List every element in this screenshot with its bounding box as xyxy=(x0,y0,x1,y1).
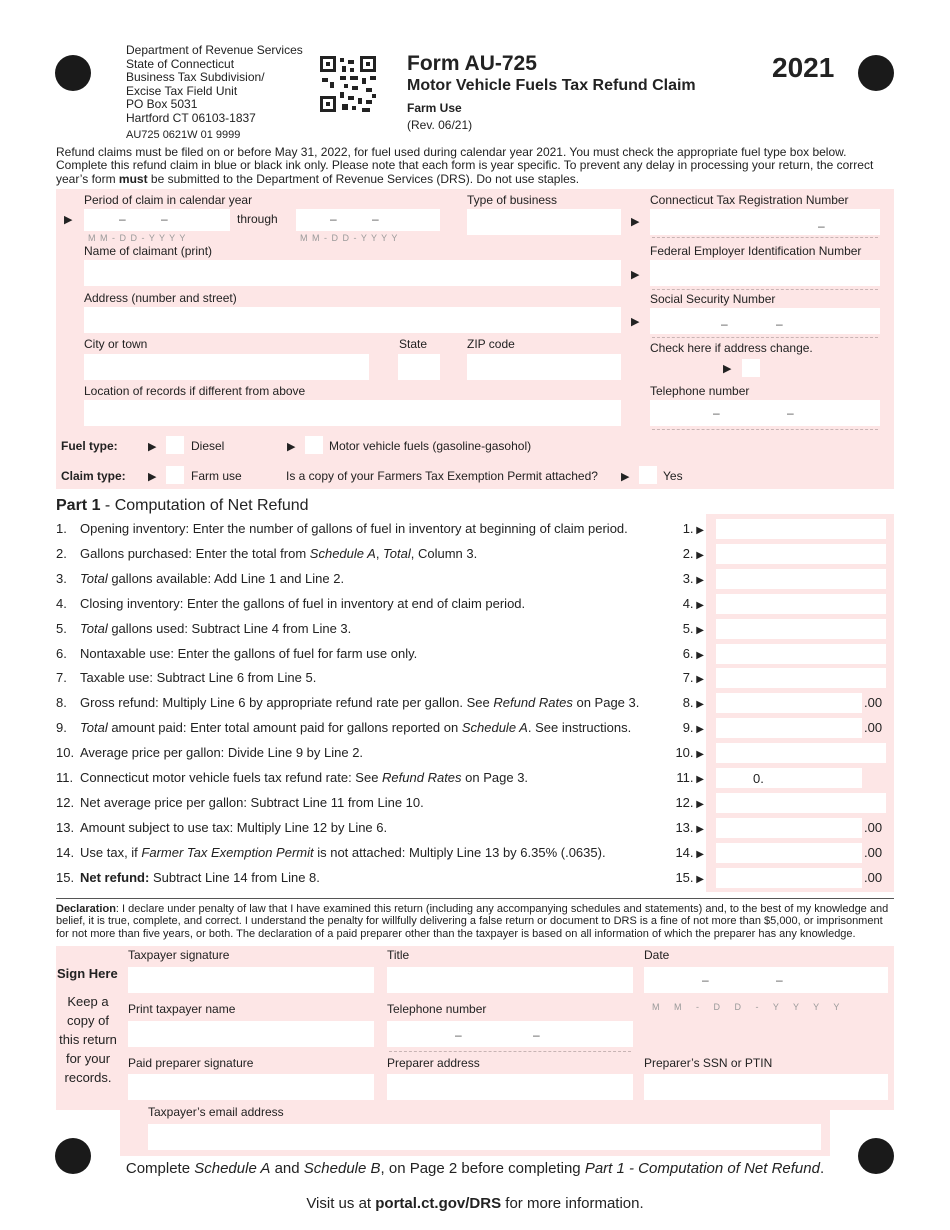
date-separator: – xyxy=(119,212,126,226)
part1-line-10 xyxy=(56,741,896,766)
part1-line-3 xyxy=(56,567,896,592)
line-description: Use tax, if Farmer Tax Exemption Permit is not attached: Multiply Line 13 by 6.35% (.0635). xyxy=(80,844,606,860)
part1-title xyxy=(56,497,309,515)
line-number: 13. xyxy=(56,819,75,835)
digit-guides xyxy=(652,237,878,238)
gasoline-label: Motor vehicle fuels (gasoline-gasohol) xyxy=(329,439,532,453)
part1-line-13 xyxy=(56,816,896,841)
line-reference xyxy=(668,820,704,835)
signer-telephone-field[interactable] xyxy=(387,1021,633,1047)
address-change-label: Check here if address change. xyxy=(650,341,813,355)
email-field[interactable] xyxy=(148,1124,821,1150)
footer-part1-ref: Part 1 - Computation of Net Refund xyxy=(584,1160,820,1177)
line-ref-number: 10. xyxy=(675,745,694,761)
tax-year: 2021 xyxy=(772,52,835,83)
cents-suffix: .00 xyxy=(864,695,883,711)
form-subtitle: Motor Vehicle Fuels Tax Refund Claim xyxy=(407,77,696,94)
arrow-icon: ▶ xyxy=(723,363,732,375)
zip-field[interactable] xyxy=(467,354,621,380)
line-description: Average price per gallon: Divide Line 9 by Line 2. xyxy=(80,745,364,761)
footer-text: for more information. xyxy=(501,1195,644,1212)
digit-guides xyxy=(652,337,878,338)
signer-telephone-label: Telephone number xyxy=(387,1002,487,1016)
line-9-amount-field[interactable] xyxy=(716,718,862,738)
registration-dot-top-left xyxy=(55,55,91,91)
declaration xyxy=(56,903,896,940)
line-number: 2. xyxy=(56,545,67,561)
agency-line: State of Connecticut xyxy=(126,56,235,71)
line-description: Taxable use: Subtract Line 6 from Line 5. xyxy=(80,670,317,686)
farm-use-label: Farm use xyxy=(191,469,242,483)
ct-tax-reg-label: Connecticut Tax Registration Number xyxy=(650,193,849,207)
footer-text: and xyxy=(270,1160,304,1177)
part1-line-15 xyxy=(56,866,896,891)
arrow-icon: ▶ xyxy=(693,525,704,536)
line-reference xyxy=(668,546,704,561)
arrow-icon: ▶ xyxy=(693,749,704,761)
arrow-icon: ▶ xyxy=(693,873,704,885)
date-placeholder: M M - D D - Y Y Y Y xyxy=(88,233,187,243)
line-ref-number: 4. xyxy=(682,595,694,611)
date-field[interactable] xyxy=(644,967,888,993)
date-label: Date xyxy=(644,948,670,962)
records-location-field[interactable] xyxy=(84,400,621,426)
date-separator: – xyxy=(161,212,168,226)
line-4-amount-field[interactable] xyxy=(716,594,886,614)
line-ref-number: 11. xyxy=(676,770,694,785)
state-field[interactable] xyxy=(398,354,440,380)
keep-copy-note: Keep a copy of this return for your records. xyxy=(59,994,117,1085)
line-reference xyxy=(668,596,704,611)
line-ref-number: 6. xyxy=(682,645,694,661)
arrow-icon: ▶ xyxy=(693,823,704,835)
cents-suffix: .00 xyxy=(864,819,883,835)
diesel-label: Diesel xyxy=(191,439,225,453)
address-change-checkbox[interactable] xyxy=(742,359,760,377)
date-placeholder: M M - D D - Y Y Y Y xyxy=(300,233,399,243)
line-description: Connecticut motor vehicle fuels tax refund rate: See Refund Rates on Page 3. xyxy=(80,770,529,785)
telephone-label: Telephone number xyxy=(650,384,750,398)
line-reference xyxy=(668,621,704,636)
fein-field[interactable] xyxy=(650,260,880,286)
intro-text: Refund claims must be filed on or before May 31, 2022, for fuel used during calendar year 2021. You must check the appropriate fuel type box below. Complete this refund claim in blue or black ink only. Please note that each form is year specific. To prevent any delay in processing your return, the correct year’s form xyxy=(56,145,874,186)
number-separator: – xyxy=(818,219,825,233)
line-15-amount-field[interactable] xyxy=(716,868,862,888)
arrow-icon: ▶ xyxy=(693,599,704,611)
line-ref-number: 7. xyxy=(682,670,694,686)
part1-line-14 xyxy=(56,841,896,866)
business-type-field[interactable] xyxy=(467,209,621,235)
arrow-icon: ▶ xyxy=(287,441,296,453)
preparer-signature-label: Paid preparer signature xyxy=(128,1056,254,1070)
part1-line-1 xyxy=(56,517,896,542)
form-farm-use: Farm Use xyxy=(407,101,462,115)
refund-rate-prefix: 0. xyxy=(753,771,764,786)
cents-suffix: .00 xyxy=(864,869,883,885)
line-number: 7. xyxy=(56,670,67,686)
line-description: Total gallons available: Add Line 1 and Line 2. xyxy=(80,570,345,586)
agency-line: Excise Tax Field Unit xyxy=(126,83,238,98)
line-reference xyxy=(668,870,704,885)
line-6-amount-field[interactable] xyxy=(716,644,886,664)
line-description: Nontaxable use: Enter the gallons of fuel for farm use only. xyxy=(80,645,418,661)
line-reference xyxy=(668,795,704,810)
line-description: Net refund: Subtract Line 14 from Line 8. xyxy=(80,869,320,885)
arrow-icon: ▶ xyxy=(631,269,640,281)
line-number: 8. xyxy=(56,695,67,711)
cents-suffix: .00 xyxy=(864,844,883,860)
arrow-icon: ▶ xyxy=(693,724,704,736)
arrow-icon: ▶ xyxy=(693,774,704,785)
ct-tax-reg-field[interactable] xyxy=(650,209,880,235)
declaration-text: : I declare under penalty of law that I have examined this return (including any accompanying schedules and statements) and, to the best of my knowledge and belief, it is true, complete, and correct. I understand the penalty for willfully delivering a false return or document to DRS is a fine of not more than $5,000, or imprisonment for not more than five years, or both. The declaration of a paid preparer other than the taxpayer is based on all information of which the preparer has any knowledge. xyxy=(56,903,889,940)
line-description: Gallons purchased: Enter the total from Schedule A, Total, Column 3. xyxy=(80,545,478,561)
preparer-address-label: Preparer address xyxy=(387,1056,480,1070)
line-ref-number: 12. xyxy=(675,794,694,810)
form-revision: (Rev. 06/21) xyxy=(407,118,473,132)
address-field[interactable] xyxy=(84,307,621,333)
number-separator: – xyxy=(713,406,720,420)
line-8-amount-field[interactable] xyxy=(716,693,862,713)
declaration-bold: Declaration xyxy=(56,903,116,915)
part1-line-7 xyxy=(56,666,896,691)
business-type-label: Type of business xyxy=(467,193,558,207)
line-13-amount-field[interactable] xyxy=(716,818,862,838)
footer-schedule-a: Schedule A xyxy=(194,1160,271,1177)
arrow-icon: ▶ xyxy=(693,624,704,636)
permit-yes-label: Yes xyxy=(663,469,683,483)
line-2-amount-field[interactable] xyxy=(716,544,886,564)
arrow-icon: ▶ xyxy=(631,216,640,228)
digit-guides xyxy=(652,289,878,290)
line-reference xyxy=(668,845,704,860)
claimant-name-label: Name of claimant (print) xyxy=(84,244,213,258)
registration-dot-top-right xyxy=(858,55,894,91)
footer-schedule-b: Schedule B xyxy=(303,1160,381,1177)
arrow-icon: ▶ xyxy=(693,649,704,661)
preparer-address-field[interactable] xyxy=(387,1074,633,1100)
permit-yes-checkbox[interactable] xyxy=(639,466,657,484)
date-separator: – xyxy=(776,973,783,987)
number-separator: – xyxy=(776,317,783,331)
line-description: Amount subject to use tax: Multiply Line 12 by Line 6. xyxy=(80,819,388,835)
date-placeholder: M M - D D - Y Y Y Y xyxy=(652,1002,846,1012)
line-reference xyxy=(668,770,704,785)
gasoline-checkbox[interactable] xyxy=(305,436,323,454)
part1-line-12 xyxy=(56,791,896,816)
line-reference xyxy=(668,646,704,661)
email-label: Taxpayer’s email address xyxy=(148,1105,284,1119)
line-description: Gross refund: Multiply Line 6 by appropriate refund rate per gallon. See Refund Rates on Page 3. xyxy=(80,695,640,711)
number-separator: – xyxy=(455,1028,462,1042)
part1-line-4 xyxy=(56,592,896,617)
agency-address xyxy=(126,44,303,142)
line-ref-number: 1. xyxy=(682,521,694,536)
address-label: Address (number and street) xyxy=(84,291,237,305)
footer-text: . xyxy=(819,1160,825,1177)
part1-line-8 xyxy=(56,691,896,716)
part1-line-2 xyxy=(56,542,896,567)
intro-paragraph xyxy=(56,146,896,186)
qr-code-icon xyxy=(320,56,376,112)
state-label: State xyxy=(399,337,428,351)
line-14-amount-field[interactable] xyxy=(716,843,862,863)
line-number: 4. xyxy=(56,595,67,611)
preparer-signature-field[interactable] xyxy=(128,1074,374,1100)
part1-title-bold: Part 1 xyxy=(56,497,101,514)
line-number: 6. xyxy=(56,645,67,661)
line-number: 10. xyxy=(56,745,75,761)
line-10-amount-field[interactable] xyxy=(716,743,886,763)
arrow-icon: ▶ xyxy=(64,214,73,226)
line-number: 1. xyxy=(56,521,67,536)
line-1-amount-field[interactable] xyxy=(716,519,886,539)
agency-line: Department of Revenue Services xyxy=(126,43,303,57)
city-label: City or town xyxy=(84,337,148,351)
period-start-field[interactable] xyxy=(84,209,230,231)
arrow-icon: ▶ xyxy=(631,316,640,328)
preparer-ssn-label: Preparer’s SSN or PTIN xyxy=(644,1056,773,1070)
footer-text: , on Page 2 before completing xyxy=(380,1160,585,1177)
digit-guides xyxy=(389,1051,631,1052)
period-end-field[interactable] xyxy=(296,209,440,231)
line-ref-number: 3. xyxy=(682,570,694,586)
line-description: Closing inventory: Enter the gallons of fuel in inventory at end of claim period. xyxy=(80,595,526,611)
date-separator: – xyxy=(330,212,337,226)
line-reference xyxy=(668,571,704,586)
line-reference xyxy=(668,670,704,685)
farm-use-checkbox[interactable] xyxy=(166,466,184,484)
form-title: Form AU-725 xyxy=(407,52,537,75)
permit-question: Is a copy of your Farmers Tax Exemption Permit attached? xyxy=(286,469,598,483)
line-ref-number: 14. xyxy=(675,844,694,860)
zip-label: ZIP code xyxy=(467,337,515,351)
records-location-label: Location of records if different from above xyxy=(84,384,306,398)
drs-portal-link[interactable]: portal.ct.gov/DRS xyxy=(375,1195,502,1212)
part1-line-5 xyxy=(56,617,896,642)
line-reference xyxy=(668,695,704,710)
line-description: Total amount paid: Enter total amount paid for gallons reported on Schedule A. See instructions. xyxy=(80,720,632,736)
line-ref-number: 2. xyxy=(682,545,694,561)
part1-line-6 xyxy=(56,642,896,667)
line-number: 9. xyxy=(56,720,67,736)
arrow-icon: ▶ xyxy=(693,674,704,686)
number-separator: – xyxy=(721,317,728,331)
cents-suffix: .00 xyxy=(864,720,883,736)
line-ref-number: 13. xyxy=(675,819,694,835)
form-code: AU725 0621W 01 9999 xyxy=(126,128,241,141)
line-5-amount-field[interactable] xyxy=(716,619,886,639)
period-label: Period of claim in calendar year xyxy=(84,193,253,207)
fein-label: Federal Employer Identification Number xyxy=(650,244,862,258)
footer-instruction xyxy=(0,1160,950,1177)
line-ref-number: 5. xyxy=(682,620,694,636)
print-name-field[interactable] xyxy=(128,1021,374,1047)
title-label: Title xyxy=(387,948,410,962)
intro-text: be submitted to the Department of Revenue Services (DRS). Do not use staples. xyxy=(147,171,580,186)
digit-guides xyxy=(652,429,878,430)
ssn-field[interactable] xyxy=(650,308,880,334)
arrow-icon: ▶ xyxy=(693,549,704,561)
part1-line-11 xyxy=(56,766,896,791)
line-ref-number: 8. xyxy=(682,695,694,711)
arrow-icon: ▶ xyxy=(693,798,704,810)
number-separator: – xyxy=(787,406,794,420)
agency-line: Business Tax Subdivision/ xyxy=(126,70,265,85)
date-separator: – xyxy=(702,973,709,987)
declaration-rule xyxy=(56,898,894,899)
number-separator: – xyxy=(533,1028,540,1042)
line-reference xyxy=(668,720,704,735)
footer-visit xyxy=(0,1195,950,1212)
line-11-amount-field[interactable] xyxy=(716,768,862,788)
arrow-icon: ▶ xyxy=(148,441,157,453)
line-description: Total gallons used: Subtract Line 4 from Line 3. xyxy=(80,620,352,636)
arrow-icon: ▶ xyxy=(148,471,157,483)
part1-title-text: - Computation of Net Refund xyxy=(100,497,309,514)
intro-bold: must xyxy=(118,171,148,186)
taxpayer-signature-field[interactable] xyxy=(128,967,374,993)
line-ref-number: 9. xyxy=(682,720,694,736)
line-number: 3. xyxy=(56,570,67,586)
part1-line-9 xyxy=(56,716,896,741)
arrow-icon: ▶ xyxy=(693,848,704,860)
date-separator: – xyxy=(372,212,379,226)
line-description: Opening inventory: Enter the number of gallons of fuel in inventory at beginning of claim period. xyxy=(80,521,628,536)
line-12-amount-field[interactable] xyxy=(716,793,886,813)
sign-here-label: Sign Here xyxy=(57,966,118,981)
through-label: through xyxy=(237,212,278,226)
city-field[interactable] xyxy=(84,354,369,380)
line-number: 15. xyxy=(56,869,75,885)
arrow-icon: ▶ xyxy=(693,699,704,711)
line-7-amount-field[interactable] xyxy=(716,668,886,688)
line-number: 5. xyxy=(56,620,67,636)
claimant-name-field[interactable] xyxy=(84,260,621,286)
line-number: 12. xyxy=(56,794,75,810)
print-name-label: Print taxpayer name xyxy=(128,1002,236,1016)
telephone-field[interactable] xyxy=(650,400,880,426)
line-number: 11. xyxy=(56,770,74,785)
footer-text: Complete xyxy=(125,1160,195,1177)
arrow-icon: ▶ xyxy=(621,471,630,483)
fuel-type-label: Fuel type: xyxy=(61,439,118,453)
ssn-label: Social Security Number xyxy=(650,292,776,306)
claim-type-label: Claim type: xyxy=(61,469,126,483)
line-reference xyxy=(668,521,704,536)
arrow-icon: ▶ xyxy=(693,574,704,586)
agency-line: Hartford CT 06103-1837 xyxy=(126,110,256,125)
line-description: Net average price per gallon: Subtract Line 11 from Line 10. xyxy=(80,794,424,810)
line-reference xyxy=(668,745,704,760)
line-ref-number: 15. xyxy=(675,869,694,885)
line-number: 14. xyxy=(56,844,75,860)
agency-line: PO Box 5031 xyxy=(126,97,198,112)
diesel-checkbox[interactable] xyxy=(166,436,184,454)
footer-text: Visit us at xyxy=(306,1195,376,1212)
taxpayer-signature-label: Taxpayer signature xyxy=(128,948,230,962)
title-field[interactable] xyxy=(387,967,633,993)
preparer-ssn-field[interactable] xyxy=(644,1074,888,1100)
line-3-amount-field[interactable] xyxy=(716,569,886,589)
